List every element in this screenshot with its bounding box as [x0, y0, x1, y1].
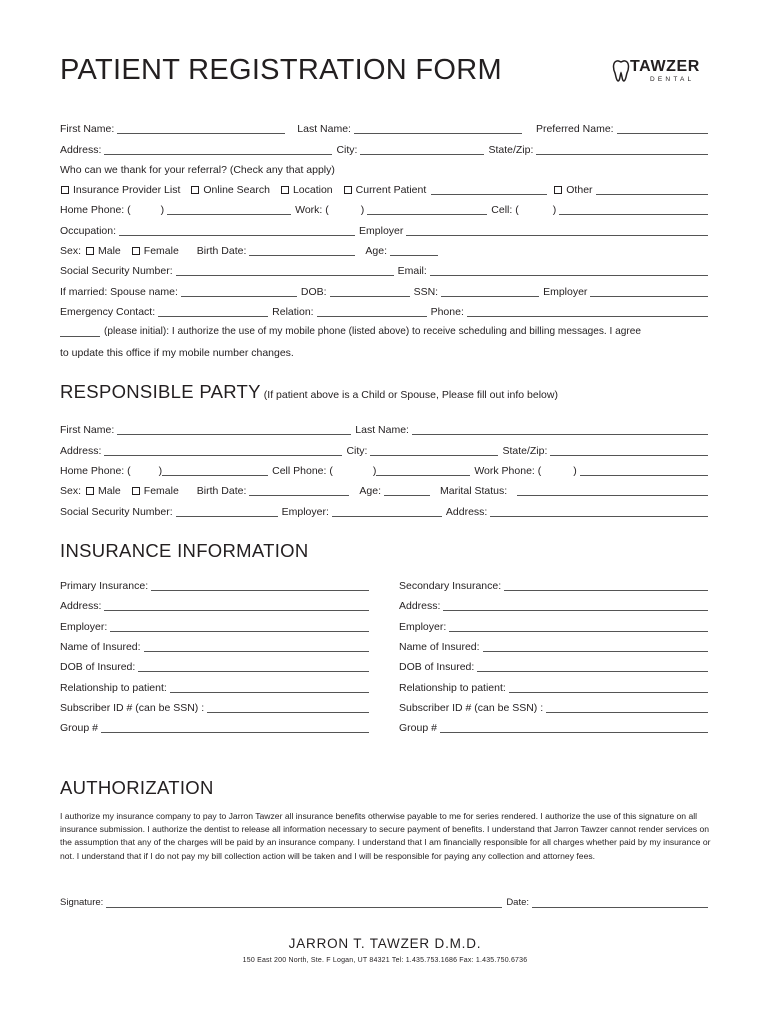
checkbox[interactable]: [132, 487, 140, 495]
last-name-label: Last Name:: [297, 123, 351, 135]
checkbox[interactable]: [132, 247, 140, 255]
rp-age-label: Age:: [359, 485, 382, 497]
occupation-field[interactable]: [119, 226, 355, 236]
rp-address-row: [60, 444, 712, 458]
secondary-insurance-field[interactable]: [504, 581, 708, 591]
rp-home-phone-field[interactable]: [162, 466, 268, 476]
insurance-heading: INSURANCE INFORMATION: [60, 540, 309, 561]
secondary-insurance-label: Secondary Insurance:: [399, 580, 502, 592]
rp-sex-row: [60, 484, 712, 498]
age-field[interactable]: [390, 246, 438, 256]
rp-sex-female-option[interactable]: Female: [131, 484, 179, 498]
rp-work-phone-field[interactable]: [580, 466, 708, 476]
rp-state-zip-label: State/Zip:: [502, 445, 548, 457]
rp-marital-label: Marital Status:: [440, 485, 508, 497]
city-field[interactable]: [360, 145, 484, 155]
primary-insurance-row: [60, 599, 373, 613]
primary-insurance-row: [60, 579, 373, 593]
rp-last-name-label: Last Name:: [355, 424, 409, 436]
first-name-field[interactable]: [117, 124, 285, 134]
spouse-row: [60, 285, 712, 299]
footer-address: 150 East 200 North, Ste. F Logan, UT 84321 Tel: 1.435.753.1686 Fax: 1.435.750.6736: [242, 957, 528, 964]
secondary-insurance-field[interactable]: [443, 601, 708, 611]
rp-ssn-field[interactable]: [176, 507, 278, 517]
address-field[interactable]: [104, 145, 332, 155]
rp-home-phone-label: Home Phone: (: [60, 465, 131, 477]
email-field[interactable]: [430, 266, 708, 276]
emergency-phone-field[interactable]: [467, 307, 708, 317]
rp-address-field[interactable]: [104, 446, 342, 456]
primary-insurance-row: [60, 721, 373, 735]
preferred-name-field[interactable]: [617, 124, 708, 134]
primary-insurance-field[interactable]: [170, 683, 369, 693]
emergency-contact-label: Emergency Contact:: [60, 306, 156, 318]
rp-last-name-field[interactable]: [412, 425, 708, 435]
responsible-note: (If patient above is a Child or Spouse, Please fill out info below): [263, 389, 558, 401]
rp-sex-label: Sex:: [60, 485, 82, 497]
secondary-insurance-row: [399, 681, 712, 695]
primary-insurance-label: Name of Insured:: [60, 641, 141, 653]
primary-insurance-label: Subscriber ID # (can be SSN) :: [60, 702, 205, 714]
secondary-insurance-row: [399, 579, 712, 593]
referral-option-insurance[interactable]: Insurance Provider List: [60, 183, 180, 197]
secondary-insurance-label: Relationship to patient:: [399, 682, 506, 694]
rp-employer-field[interactable]: [332, 507, 442, 517]
state-zip-field[interactable]: [536, 145, 708, 155]
secondary-insurance-label: Subscriber ID # (can be SSN) :: [399, 702, 544, 714]
occupation-row: [60, 224, 712, 238]
secondary-insurance-field[interactable]: [546, 703, 708, 713]
authorization-text: I authorize my insurance company to pay to Jarron Tawzer all insurance benefits otherwise payable to me for series rendered. I authorize the use of this signature on all insurance submission. I authorize the dentist to release all information necessary to secure payment of benefits. I understand that Jarron Tawzer cannot render services on the assumption that any of the charges will be paid by an insurance company. I understand that I am financially responsible for all charges whether paid by my insurance or not. I understand that if I do not pay my bill collection action will be taken and I will be responsible for paying any collection and attorney fees.: [60, 811, 711, 861]
other-field[interactable]: [596, 185, 708, 195]
ssn-label: Social Security Number:: [60, 265, 173, 277]
secondary-insurance-label: Address:: [399, 600, 441, 612]
rp-address2-field[interactable]: [490, 507, 708, 517]
work-phone-label: Work: (: [295, 204, 329, 216]
rp-name-row: [60, 423, 712, 437]
ssn-email-row: [60, 264, 712, 278]
primary-insurance-label: Employer:: [60, 621, 108, 633]
primary-insurance-row: [60, 660, 373, 674]
checkbox[interactable]: [86, 487, 94, 495]
secondary-insurance-row: [399, 721, 712, 735]
signature-row: [60, 896, 712, 910]
checkbox[interactable]: [554, 186, 562, 194]
spouse-ssn-label: SSN:: [413, 286, 439, 298]
rp-employer-label: Employer:: [281, 506, 329, 518]
tooth-icon: [612, 59, 630, 83]
rp-state-zip-field[interactable]: [550, 446, 708, 456]
rp-birth-date-label: Birth Date:: [196, 485, 247, 497]
referral-option-current-patient[interactable]: Current Patient: [343, 183, 427, 197]
initial-row: [60, 325, 712, 339]
first-name-label: First Name:: [60, 123, 115, 135]
birth-date-field[interactable]: [249, 246, 355, 256]
emergency-row: [60, 305, 712, 319]
rp-phone-row: Home Phone: ( ) Cell Phone: ( ) Work Phone: ( ): [60, 464, 712, 478]
primary-insurance-field[interactable]: [101, 723, 369, 733]
cell-phone-label: Cell: (: [491, 204, 519, 216]
responsible-heading: RESPONSIBLE PARTY: [60, 381, 261, 402]
checkbox[interactable]: [61, 186, 69, 194]
spouse-dob-field[interactable]: [330, 287, 410, 297]
primary-insurance-label: Relationship to patient:: [60, 682, 167, 694]
authorize-text-2: to update this office if my mobile number changes.: [60, 347, 294, 359]
referral-options-row: [60, 183, 712, 197]
relation-field[interactable]: [317, 307, 427, 317]
primary-insurance-row: [60, 620, 373, 634]
cell-phone-field[interactable]: [559, 205, 708, 215]
primary-insurance-row: [60, 701, 373, 715]
work-phone-field[interactable]: [367, 205, 487, 215]
rp-age-field[interactable]: [384, 486, 430, 496]
state-zip-label: State/Zip:: [488, 144, 534, 156]
spouse-name-label: If married: Spouse name:: [60, 286, 178, 298]
rp-first-name-field[interactable]: [117, 425, 351, 435]
date-label: Date:: [506, 897, 530, 908]
employer-label: Employer: [359, 225, 404, 237]
footer-doctor-name: JARRON T. TAWZER D.M.D.: [288, 936, 482, 951]
occupation-label: Occupation:: [60, 225, 117, 237]
secondary-insurance-row: [399, 599, 712, 613]
home-phone-field[interactable]: [167, 205, 291, 215]
rp-ssn-label: Social Security Number:: [60, 506, 173, 518]
spouse-employer-field[interactable]: [590, 287, 708, 297]
secondary-insurance-label: Employer:: [399, 621, 447, 633]
rp-ssn-row: [60, 505, 712, 519]
employer-field[interactable]: [406, 226, 708, 236]
patient-phone-row: Home Phone: ( ) Work: ( ) Cell: ( ): [60, 203, 712, 217]
primary-insurance-field[interactable]: [144, 642, 369, 652]
spouse-ssn-field[interactable]: [441, 287, 539, 297]
signature-label: Signature:: [60, 897, 104, 908]
primary-insurance-field[interactable]: [104, 601, 369, 611]
referral-question: Who can we thank for your referral? (Check any that apply): [60, 164, 335, 176]
rp-cell-phone-label: Cell Phone: (: [272, 465, 333, 477]
referral-option-location[interactable]: Location: [280, 183, 333, 197]
referral-option-other[interactable]: Other: [553, 183, 592, 197]
current-patient-field[interactable]: [431, 185, 547, 195]
rp-city-label: City:: [346, 445, 368, 457]
date-field[interactable]: [532, 898, 708, 908]
primary-insurance-field[interactable]: [138, 662, 369, 672]
sex-birth-row: [60, 244, 712, 258]
preferred-name-label: Preferred Name:: [535, 123, 614, 135]
responsible-heading-block: [60, 381, 558, 403]
rp-sex-male-option[interactable]: Male: [85, 484, 121, 498]
rp-work-phone-label: Work Phone: (: [474, 465, 542, 477]
secondary-insurance-field[interactable]: [440, 723, 708, 733]
primary-insurance-field[interactable]: [207, 703, 369, 713]
rp-marital-field[interactable]: [517, 486, 708, 496]
checkbox[interactable]: [344, 186, 352, 194]
rp-address-label: Address:: [60, 445, 102, 457]
secondary-insurance-field[interactable]: [509, 683, 708, 693]
primary-insurance-row: [60, 640, 373, 654]
rp-city-field[interactable]: [370, 446, 498, 456]
secondary-insurance-field[interactable]: [477, 662, 708, 672]
secondary-insurance-field[interactable]: [483, 642, 708, 652]
checkbox[interactable]: [191, 186, 199, 194]
primary-insurance-label: Primary Insurance:: [60, 580, 149, 592]
logo-sub: DENTAL: [650, 76, 695, 83]
relation-label: Relation:: [272, 306, 314, 318]
sex-label: Sex:: [60, 245, 82, 257]
city-label: City:: [336, 144, 358, 156]
primary-insurance-field[interactable]: [151, 581, 369, 591]
address-label: Address:: [60, 144, 102, 156]
page-title: PATIENT REGISTRATION FORM: [60, 54, 502, 86]
birth-date-label: Birth Date:: [196, 245, 247, 257]
primary-insurance-label: Address:: [60, 600, 102, 612]
email-label: Email:: [397, 265, 427, 277]
secondary-insurance-field[interactable]: [449, 622, 708, 632]
secondary-insurance-row: [399, 701, 712, 715]
rp-birth-date-field[interactable]: [249, 486, 349, 496]
patient-name-row: [60, 122, 712, 136]
sex-female-option[interactable]: Female: [131, 244, 179, 258]
primary-insurance-label: DOB of Insured:: [60, 661, 136, 673]
age-label: Age:: [365, 245, 388, 257]
spouse-name-field[interactable]: [181, 287, 297, 297]
ssn-field[interactable]: [176, 266, 394, 276]
checkbox[interactable]: [281, 186, 289, 194]
authorize-text-1: (please initial): I authorize the use of my mobile phone (listed above) to receive scheduling and billing messages. I agree: [104, 326, 641, 337]
authorization-heading: AUTHORIZATION: [60, 777, 214, 798]
secondary-insurance-label: Group #: [399, 722, 437, 734]
last-name-field[interactable]: [354, 124, 522, 134]
emergency-contact-field[interactable]: [158, 307, 268, 317]
secondary-insurance-label: DOB of Insured:: [399, 661, 475, 673]
spouse-employer-label: Employer: [543, 286, 588, 298]
rp-first-name-label: First Name:: [60, 424, 115, 436]
secondary-insurance-row: [399, 660, 712, 674]
logo-word: TAWZER: [630, 58, 700, 75]
emergency-phone-label: Phone:: [430, 306, 464, 318]
rp-cell-phone-field[interactable]: [376, 466, 470, 476]
home-phone-label: Home Phone: (: [60, 204, 131, 216]
rp-address2-label: Address:: [445, 506, 488, 518]
secondary-insurance-row: [399, 640, 712, 654]
spouse-dob-label: DOB:: [300, 286, 327, 298]
secondary-insurance-label: Name of Insured:: [399, 641, 480, 653]
patient-address-row: [60, 143, 712, 157]
sex-male-option[interactable]: Male: [85, 244, 121, 258]
checkbox[interactable]: [86, 247, 94, 255]
primary-insurance-row: [60, 681, 373, 695]
signature-field[interactable]: [106, 898, 502, 908]
referral-option-online[interactable]: Online Search: [190, 183, 270, 197]
primary-insurance-field[interactable]: [110, 622, 369, 632]
initial-field[interactable]: [60, 327, 100, 337]
secondary-insurance-row: [399, 620, 712, 634]
primary-insurance-label: Group #: [60, 722, 98, 734]
